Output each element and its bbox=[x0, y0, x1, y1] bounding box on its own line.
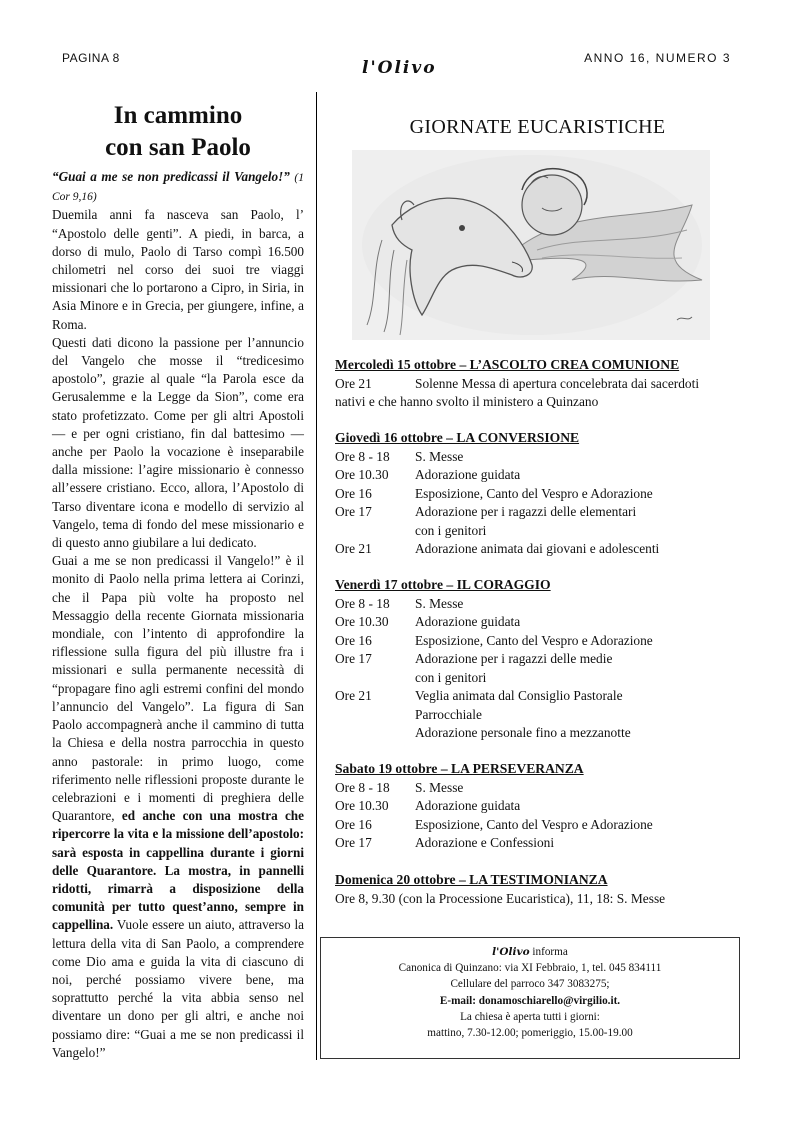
schedule-row bbox=[335, 375, 755, 394]
schedule-time: Ore 17 bbox=[335, 651, 372, 666]
schedule-desc: Esposizione, Canto del Vespro e Adorazione bbox=[415, 485, 653, 501]
day-heading: Domenica 20 ottobre – LA TESTIMONIANZA bbox=[335, 872, 608, 887]
epigraph-ref: (1 Cor 9,16) bbox=[52, 172, 304, 204]
day-saturday bbox=[335, 760, 755, 853]
schedule-desc: Solenne Messa di apertura concelebrata dai sacerdoti bbox=[415, 375, 700, 391]
info-brand-line bbox=[321, 944, 739, 960]
page-number: PAGINA 8 bbox=[62, 51, 120, 65]
schedule-time bbox=[335, 522, 415, 541]
epigraph-quote: “Guai a me se non predicassi il Vangelo!” bbox=[52, 169, 290, 184]
schedule-row bbox=[335, 669, 755, 688]
info-email[interactable]: E-mail: donamoschiarello@virgilio.it. bbox=[439, 994, 621, 1007]
schedule-row bbox=[335, 724, 755, 743]
schedule-desc: S. Messe bbox=[415, 595, 464, 611]
schedule-time: Ore 17 bbox=[335, 504, 372, 519]
schedule-row bbox=[335, 834, 755, 853]
schedule-desc: Adorazione animata dai giovani e adolescenti bbox=[415, 541, 660, 556]
day-heading: Mercoledì 15 ottobre – L’ASCOLTO CREA COMUNIONE bbox=[335, 357, 680, 372]
schedule-time: Ore 16 bbox=[335, 816, 372, 832]
schedule-time: Ore 21 bbox=[335, 375, 372, 391]
article-title-line1: In cammino bbox=[113, 102, 243, 129]
schedule-row bbox=[335, 779, 755, 798]
day-heading: Giovedì 16 ottobre – LA CONVERSIONE bbox=[335, 430, 580, 445]
schedule-row bbox=[335, 797, 755, 816]
day-friday bbox=[335, 576, 755, 743]
article-paragraph-3-bold: ed anche con una mostra che ripercorre la vita e la missione dell’apostolo: sarà esposta in cappellina durante i giorni delle Quarantore. La mostra, in pannelli ridotti, rimarrà a disposizione della comunità per tutto quest’anno, sempre in cappellina. bbox=[52, 808, 304, 933]
article-paragraph-3-start: Guai a me se non predicassi il Vangelo!” è il monito di Paolo nella prima lettera ai Corinzi, che il Papa più volte ha proposto nel Messaggio della recente Giornata missionaria mondiale, con l’intento di approfondire la riflessione sulla figura del più illustre fra i missionari e sulla permanente necessità di “propagare fino agli estremi confini del mondo l’annuncio del Vangelo”. La figura di San Paolo accompagnerà anche il cammino di tutta la Chiesa e della nostra parrocchia in questo anno pastorale: in primo luogo, come riferimento nelle riflessioni proposte durante le celebrazioni e i momenti di preghiera delle Quarantore, bbox=[52, 553, 304, 824]
schedule-time: Ore 16 bbox=[335, 632, 372, 648]
info-brand: l'Olivo bbox=[492, 946, 530, 958]
schedule-time bbox=[335, 706, 415, 725]
schedule-desc: Adorazione per i ragazzi delle medie bbox=[415, 651, 613, 666]
schedule-line: Ore 8, 9.30 (con la Processione Eucaristica), 11, 18: S. Messe bbox=[335, 890, 666, 906]
day-sunday bbox=[335, 871, 755, 908]
schedule-desc: S. Messe bbox=[415, 779, 464, 795]
schedule-row bbox=[335, 595, 755, 614]
schedule-time: Ore 10.30 bbox=[335, 467, 389, 482]
schedule-desc: Adorazione guidata bbox=[415, 798, 521, 813]
day-heading: Sabato 19 ottobre – LA PERSEVERANZA bbox=[335, 761, 584, 776]
sketch-illustration bbox=[352, 150, 710, 340]
schedule-desc: con i genitori bbox=[415, 522, 487, 538]
schedule-row bbox=[335, 448, 755, 467]
info-address: Canonica di Quinzano: via XI Febbraio, 1, tel. 045 834111 bbox=[398, 962, 662, 975]
info-hours-intro: La chiesa è aperta tutti i giorni: bbox=[460, 1010, 600, 1023]
schedule-row bbox=[335, 706, 755, 725]
schedule-desc: Adorazione per i ragazzi delle elementari bbox=[415, 504, 637, 519]
schedule-row bbox=[335, 485, 755, 504]
schedule-row bbox=[335, 522, 755, 541]
schedule-time: Ore 21 bbox=[335, 688, 372, 703]
schedule-desc: Parrocchiale bbox=[415, 706, 482, 722]
schedule-row bbox=[335, 466, 755, 485]
schedule-desc: Adorazione guidata bbox=[415, 614, 521, 629]
schedule-time: Ore 16 bbox=[335, 485, 372, 501]
article-paragraph-3-end: Vuole essere un aiuto, attraverso la lettura della vita di San Paolo, a comprendere come Dio ama e guida la vita di ciascuno di noi, perché possiamo vivere bene, ma soprattutto perché la vita abbia senso nel diventare un dono per gli altri, e anche noi possiamo dire: “Guai a me se non predicassi il Vangelo!” bbox=[52, 917, 305, 1060]
info-box bbox=[320, 937, 740, 1059]
info-brand-suffix: informa bbox=[532, 946, 568, 958]
column-divider bbox=[316, 92, 317, 1060]
schedule-time: Ore 8 - 18 bbox=[335, 595, 390, 611]
epigraph bbox=[52, 168, 304, 206]
schedule-row bbox=[335, 650, 755, 669]
schedule-row bbox=[335, 613, 755, 632]
day-thursday bbox=[335, 429, 755, 559]
schedule-extra: nativi e che hanno svolto il ministero a Quinzano bbox=[335, 394, 599, 409]
schedule-desc: Adorazione personale fino a mezzanotte bbox=[415, 725, 631, 740]
schedule-time bbox=[335, 724, 415, 743]
day-wednesday bbox=[335, 356, 755, 412]
schedule-time: Ore 10.30 bbox=[335, 614, 389, 629]
article-title-line2: con san Paolo bbox=[105, 134, 251, 161]
schedule-desc: Esposizione, Canto del Vespro e Adorazione bbox=[415, 816, 653, 832]
article-title bbox=[52, 100, 304, 164]
schedule-desc: S. Messe bbox=[415, 448, 464, 464]
schedule-time: Ore 21 bbox=[335, 541, 372, 556]
day-heading: Venerdì 17 ottobre – IL CORAGGIO bbox=[335, 577, 551, 592]
schedule-desc: Adorazione e Confessioni bbox=[415, 835, 555, 850]
article-paragraph-2: Questi dati dicono la passione per l’annuncio del Vangelo che mosse il “tredicesimo apostolo”, grazie al quale “la Parola esce da Gerusalemme e la Legge da Sion”, come era stato profetizzato. Come per gli altri Apostoli — e per ogni cristiano, fin dal battesimo — anche per Paolo la vocazione è inseparabile dalla missione: l’agire missionario è connesso all’essere cristiano. Ecco, allora, l’Apostolo di Tarso diventare icona e modello di servizio al Vangelo, tema di fondo del mese missionario e di questo anno giubilare a lui dedicato. bbox=[52, 334, 304, 551]
schedule-row bbox=[335, 632, 755, 651]
article-column bbox=[52, 100, 304, 1062]
article-paragraph-1: Duemila anni fa nasceva san Paolo, l’ “Apostolo delle genti”. A piedi, in barca, a dorso di mulo, Paolo di Tarso compì 16.500 chilometri nel corso dei suoi tre viaggi missionari che lo portarono a Cipro, in Siria, in Asia Minore e in Grecia, per giungere, infine, a Roma. bbox=[52, 207, 304, 332]
schedule-desc: Adorazione guidata bbox=[415, 467, 521, 482]
schedule-desc: con i genitori bbox=[415, 669, 487, 685]
schedule-row bbox=[335, 503, 755, 522]
horse-sketch-icon bbox=[352, 150, 710, 340]
schedule-time bbox=[335, 669, 415, 688]
info-hours: mattino, 7.30-12.00; pomeriggio, 15.00-19.00 bbox=[427, 1027, 633, 1040]
schedule-row bbox=[335, 540, 755, 559]
schedule-row bbox=[335, 816, 755, 835]
schedule-row bbox=[335, 687, 755, 706]
info-mobile: Cellulare del parroco 347 3083275; bbox=[450, 978, 610, 991]
schedule-time: Ore 10.30 bbox=[335, 798, 389, 813]
schedule-desc: Veglia animata dal Consiglio Pastorale bbox=[415, 688, 623, 703]
article-paragraph-3 bbox=[52, 552, 304, 1062]
program-title: GIORNATE EUCARISTICHE bbox=[409, 116, 666, 138]
schedule-time: Ore 8 - 18 bbox=[335, 779, 390, 795]
schedule-time: Ore 8 - 18 bbox=[335, 448, 390, 464]
masthead: l'Olivo bbox=[362, 58, 437, 78]
schedule-desc: Esposizione, Canto del Vespro e Adorazione bbox=[415, 632, 653, 648]
issue-number: ANNO 16, NUMERO 3 bbox=[584, 51, 731, 65]
schedule-time: Ore 17 bbox=[335, 835, 372, 850]
program-header bbox=[335, 114, 740, 140]
